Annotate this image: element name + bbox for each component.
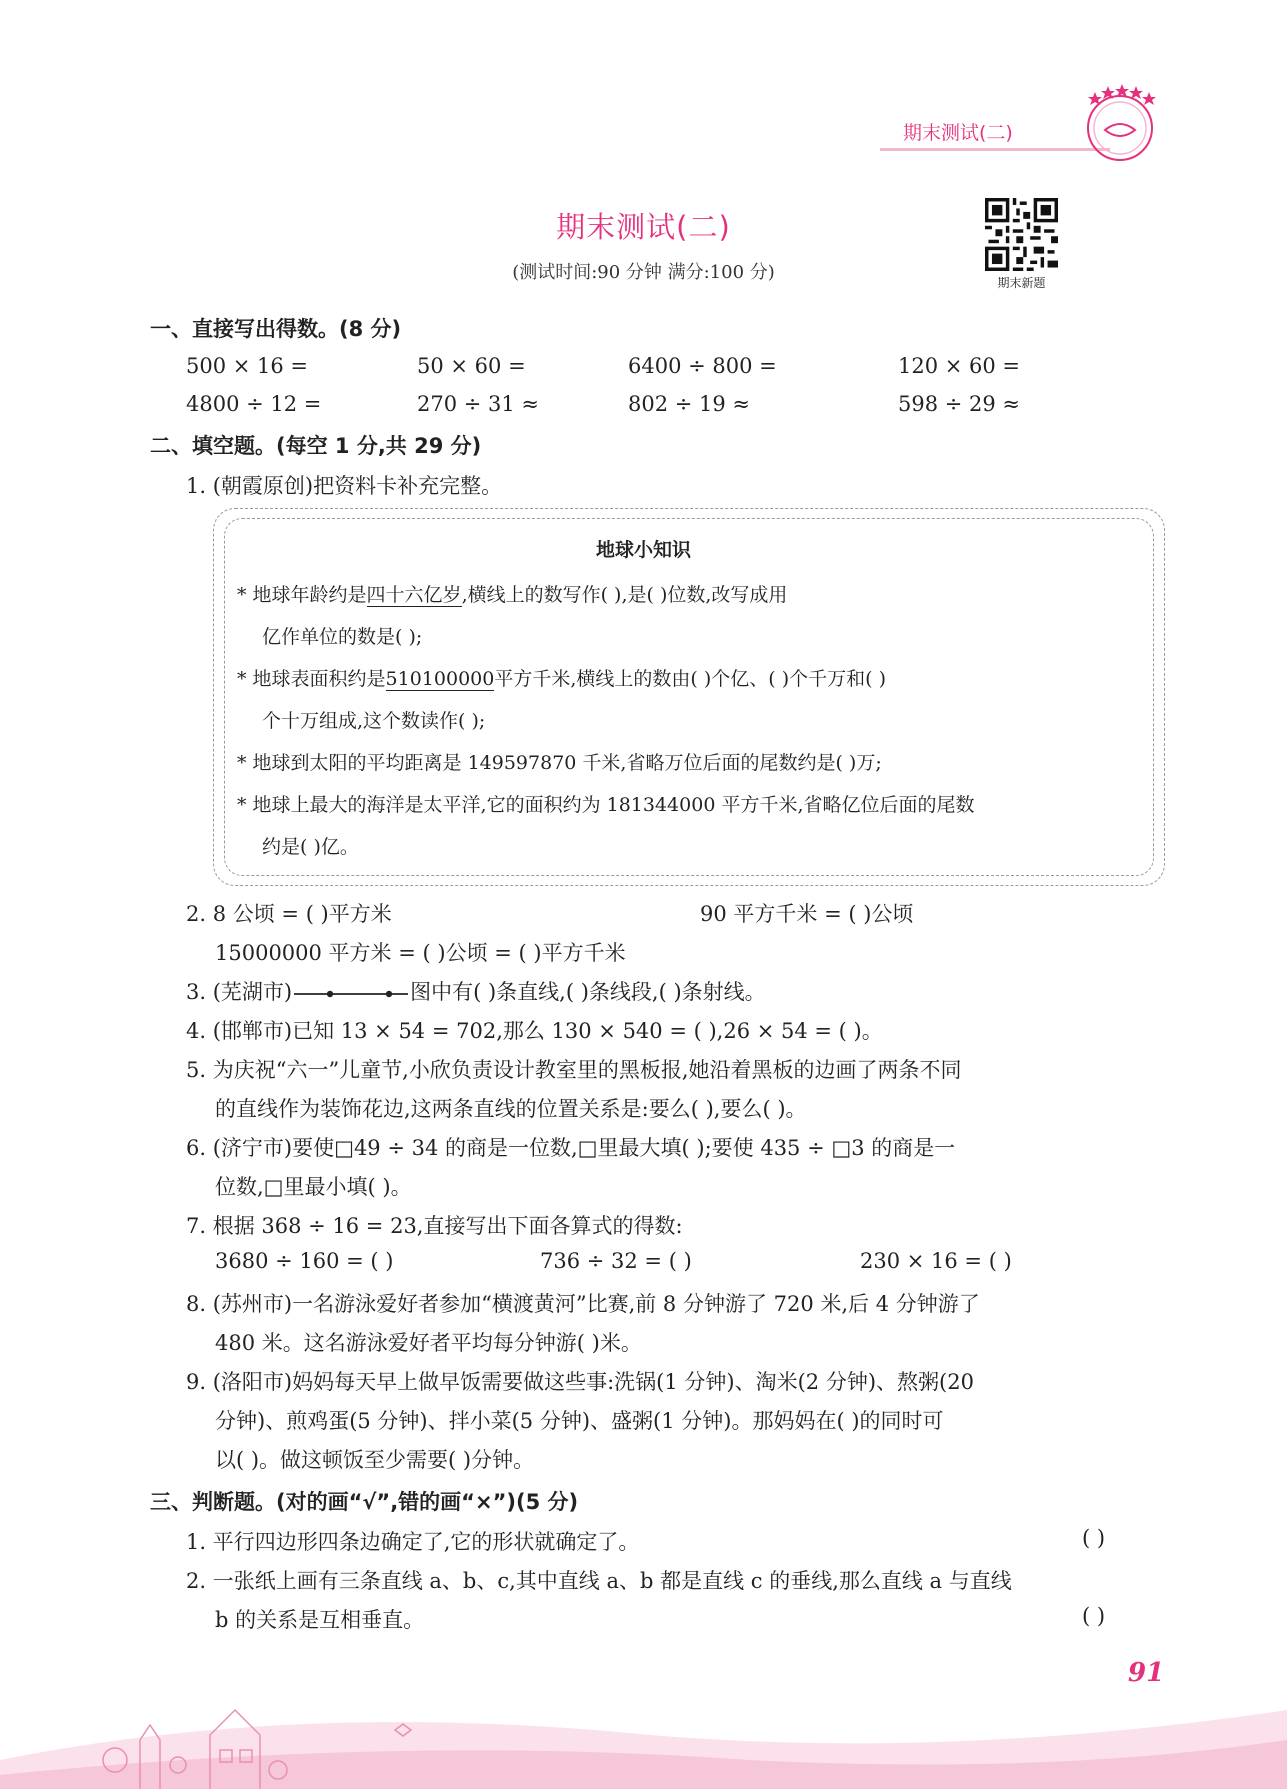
calc-item: 6400 ÷ 800 = <box>628 354 777 378</box>
calc-item: 802 ÷ 19 ≈ <box>628 392 751 416</box>
question-1: 1. (朝霞原创)把资料卡补充完整。 <box>186 474 503 498</box>
question-7b: 736 ÷ 32 = ( ) <box>540 1249 692 1273</box>
line-segment-figure-icon <box>292 986 410 1002</box>
card-line-6: * 地球上最大的海洋是太平洋,它的面积约为 181344000 平方千米,省略亿位后面的尾数 <box>237 794 975 816</box>
question-2c: 15000000 平方米 = ( )公顷 = ( )平方千米 <box>215 941 626 965</box>
section-2-heading: 二、填空题。(每空 1 分,共 29 分) <box>150 434 482 458</box>
calc-item: 4800 ÷ 12 = <box>186 392 322 416</box>
calc-item: 270 ÷ 31 ≈ <box>417 392 540 416</box>
qr-code-icon <box>985 198 1058 271</box>
card-line-3: * 地球表面积约是510100000平方千米,横线上的数由( )个亿、( )个千万和( ) <box>237 668 886 690</box>
card-line-4: 个十万组成,这个数读作( ); <box>262 710 486 732</box>
answer-box: ( ) <box>1082 1526 1106 1550</box>
answer-box: ( ) <box>1082 1604 1106 1628</box>
footer-decoration-icon <box>0 1640 1287 1789</box>
question-2a: 2. 8 公顷 = ( )平方米 <box>186 902 392 926</box>
card-line-1: * 地球年龄约是四十六亿岁,横线上的数写作( ),是( )位数,改写成用 <box>237 584 788 606</box>
section-3-heading: 三、判断题。(对的画“√”,错的画“×”)(5 分) <box>150 1490 579 1514</box>
question-9a: 9. (洛阳市)妈妈每天早上做早饭需要做这些事:洗锅(1 分钟)、淘米(2 分钟)、熬粥(20 <box>186 1370 974 1394</box>
question-5a: 5. 为庆祝“六一”儿童节,小欣负责设计教室里的黑板报,她沿着黑板的边画了两条不同 <box>186 1058 962 1082</box>
header-title: 期末测试(二) <box>903 122 1013 144</box>
judge-question-2a: 2. 一张纸上画有三条直线 a、b、c,其中直线 a、b 都是直线 c 的垂线,那么直线 a 与直线 <box>186 1569 1012 1593</box>
judge-question-1: 1. 平行四边形四条边确定了,它的形状就确定了。 <box>186 1530 640 1554</box>
question-3: 3. (芜湖市) 图中有( )条直线,( )条线段,( )条射线。 <box>186 980 766 1004</box>
info-card <box>224 518 1154 876</box>
info-card-title: 地球小知识 <box>595 539 691 561</box>
question-6a: 6. (济宁市)要使□49 ÷ 34 的商是一位数,□里最大填( );要使 435 ÷ □3 的商是一 <box>186 1136 956 1160</box>
page-title: 期末测试(二) <box>556 210 731 244</box>
card-line-5: * 地球到太阳的平均距离是 149597870 千米,省略万位后面的尾数约是( )万; <box>237 752 882 774</box>
question-7a: 3680 ÷ 160 = ( ) <box>215 1249 394 1273</box>
question-9b: 分钟)、煎鸡蛋(5 分钟)、拌小菜(5 分钟)、盛粥(1 分钟)。那妈妈在( )的同时可 <box>215 1409 944 1433</box>
judge-question-2b: b 的关系是互相垂直。 <box>215 1608 425 1632</box>
calc-item: 50 × 60 = <box>417 354 526 378</box>
test-info: (测试时间:90 分钟 满分:100 分) <box>512 262 775 283</box>
card-line-7: 约是( )亿。 <box>262 836 359 858</box>
page-number: 91 <box>1128 1658 1165 1688</box>
calc-item: 500 × 16 = <box>186 354 309 378</box>
section-1-heading: 一、直接写出得数。(8 分) <box>150 317 402 341</box>
question-8a: 8. (苏州市)一名游泳爱好者参加“横渡黄河”比赛,前 8 分钟游了 720 米,后 4 分钟游了 <box>186 1292 980 1316</box>
question-4: 4. (邯郸市)已知 13 × 54 = 702,那么 130 × 540 = ( ),26 × 54 = ( )。 <box>186 1019 883 1043</box>
question-8b: 480 米。这名游泳爱好者平均每分钟游( )米。 <box>215 1331 642 1355</box>
question-9c: 以( )。做这顿饭至少需要( )分钟。 <box>215 1448 535 1472</box>
question-6b: 位数,□里最小填( )。 <box>215 1175 412 1199</box>
question-7: 7. 根据 368 ÷ 16 = 23,直接写出下面各算式的得数: <box>186 1214 683 1238</box>
calc-item: 120 × 60 = <box>898 354 1021 378</box>
underlined-text: 510100000 <box>385 668 495 690</box>
card-line-2: 亿作单位的数是( ); <box>262 626 423 648</box>
underlined-text: 四十六亿岁 <box>366 584 462 606</box>
publisher-logo-icon <box>1075 78 1165 168</box>
question-2b: 90 平方千米 = ( )公顷 <box>700 902 914 926</box>
question-7c: 230 × 16 = ( ) <box>860 1249 1012 1273</box>
question-5b: 的直线作为装饰花边,这两条直线的位置关系是:要么( ),要么( )。 <box>215 1097 807 1121</box>
calc-item: 598 ÷ 29 ≈ <box>898 392 1021 416</box>
qr-label: 期末新题 <box>997 276 1046 290</box>
